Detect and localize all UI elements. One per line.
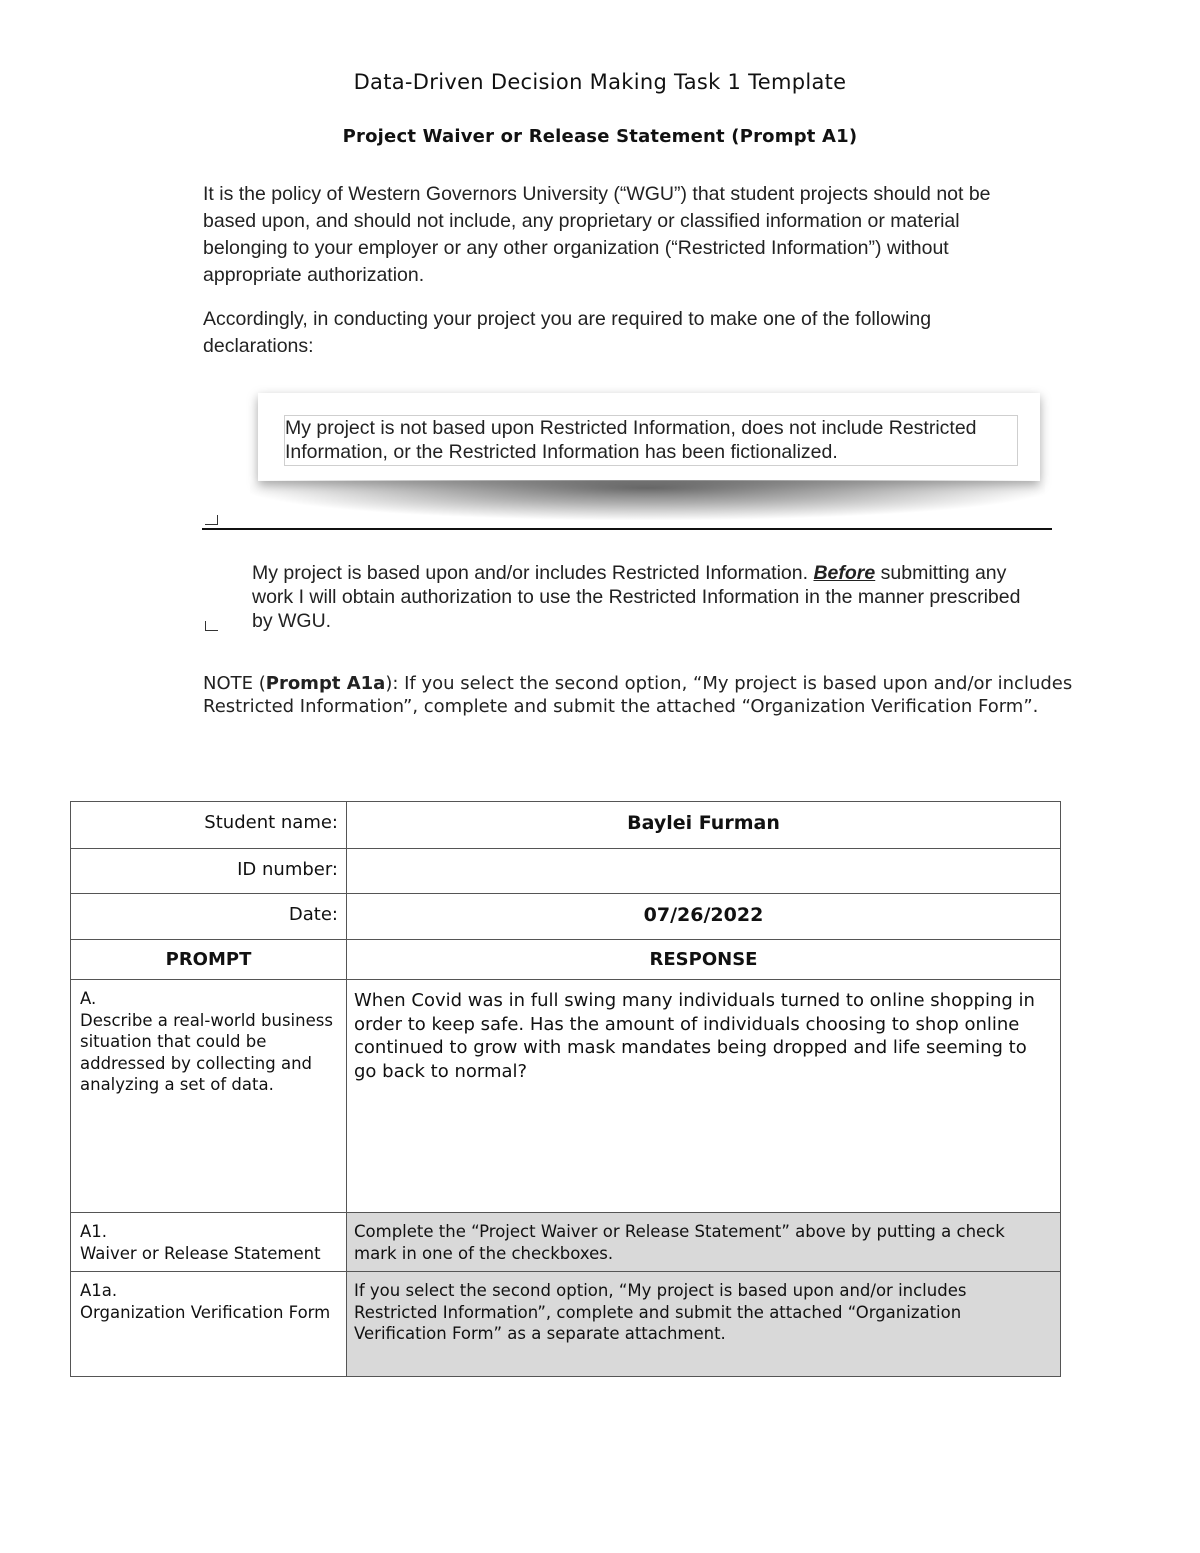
table-row xyxy=(71,849,1061,894)
prompt-text: Waiver or Release Statement xyxy=(80,1243,321,1263)
note-prompt-label: Prompt A1a xyxy=(265,673,386,694)
table-row xyxy=(71,1213,1061,1272)
prompt-text: Describe a real-world business situation that could be addressed by collecting and analyzing a set of data. xyxy=(80,1010,333,1094)
prompt-cell-a1 xyxy=(71,1213,347,1272)
student-form-table xyxy=(70,801,1061,1377)
prompt-code: A1. xyxy=(80,1222,108,1241)
response-cell-a1: Complete the “Project Waiver or Release Statement” above by putting a check mark in one of the checkboxes. xyxy=(347,1213,1061,1272)
declaration-option-2-suffix: submitting any work I will obtain authorization to use the Restricted Information in the manner prescribed by WGU. xyxy=(252,562,1021,632)
declaration-shadow xyxy=(250,480,1045,520)
table-row xyxy=(71,1272,1061,1377)
note-prefix: NOTE ( xyxy=(203,673,266,694)
date-field[interactable]: 07/26/2022 xyxy=(347,894,1061,940)
student-name-field[interactable]: Baylei Furman xyxy=(347,802,1061,849)
prompt-text: Organization Verification Form xyxy=(80,1302,331,1322)
declaration-option-2-text xyxy=(252,561,1042,633)
declaration-option-1-box xyxy=(258,393,1040,481)
table-header-row xyxy=(71,940,1061,980)
declaration-option-1-checkbox[interactable] xyxy=(205,515,218,525)
section-divider xyxy=(202,528,1052,530)
table-row xyxy=(71,894,1061,940)
prompt-cell-a1a xyxy=(71,1272,347,1377)
date-label: Date: xyxy=(71,894,347,940)
policy-paragraph-2: Accordingly, in conducting your project you are required to make one of the following declarations: xyxy=(203,308,932,357)
declaration-option-2-checkbox[interactable] xyxy=(205,621,218,631)
prompt-column-header: PROMPT xyxy=(71,940,347,980)
declaration-option-2-prefix: My project is based upon and/or includes Restricted Information. xyxy=(252,562,814,584)
prompt-cell-a xyxy=(71,980,347,1213)
student-name-label: Student name: xyxy=(71,802,347,849)
policy-paragraph-1: It is the policy of Western Governors University (“WGU”) that student projects should not be based upon, and should not include, any proprietary or classified information or material belonging to your employer or any other organization (“Restricted Information”) without appropriate authorization. xyxy=(203,183,991,286)
section-subtitle: Project Waiver or Release Statement (Prompt A1) xyxy=(342,126,858,147)
response-cell-a1a: If you select the second option, “My project is based upon and/or includes Restricted Information”, complete and submit the attached “Organization Verification Form” as a separate attachment. xyxy=(347,1272,1061,1377)
declaration-option-1-text: My project is not based upon Restricted Information, does not include Restricted Information, or the Restricted Information has been fictionalized. xyxy=(284,415,1018,466)
table-row xyxy=(71,980,1061,1213)
document-title: Data-Driven Decision Making Task 1 Template xyxy=(353,70,847,94)
declaration-option-2-emphasis: Before xyxy=(813,562,876,584)
response-cell-a[interactable]: When Covid was in full swing many individuals turned to online shopping in order to keep safe. Has the amount of individuals choosing to shop online continued to grow with mask mandates being dropped and life seeming to go back to normal? xyxy=(347,980,1061,1213)
prompt-code: A. xyxy=(80,989,97,1008)
response-column-header: RESPONSE xyxy=(347,940,1061,980)
id-number-field[interactable] xyxy=(347,849,1061,894)
table-row xyxy=(71,802,1061,849)
note-text: ): If you select the second option, “My project is based upon and/or includes Restricted Information”, complete and submit the attached “Organization Verification Form”. xyxy=(203,673,1073,717)
id-number-label: ID number: xyxy=(71,849,347,894)
prompt-code: A1a. xyxy=(80,1281,118,1300)
note-paragraph xyxy=(203,672,1103,718)
